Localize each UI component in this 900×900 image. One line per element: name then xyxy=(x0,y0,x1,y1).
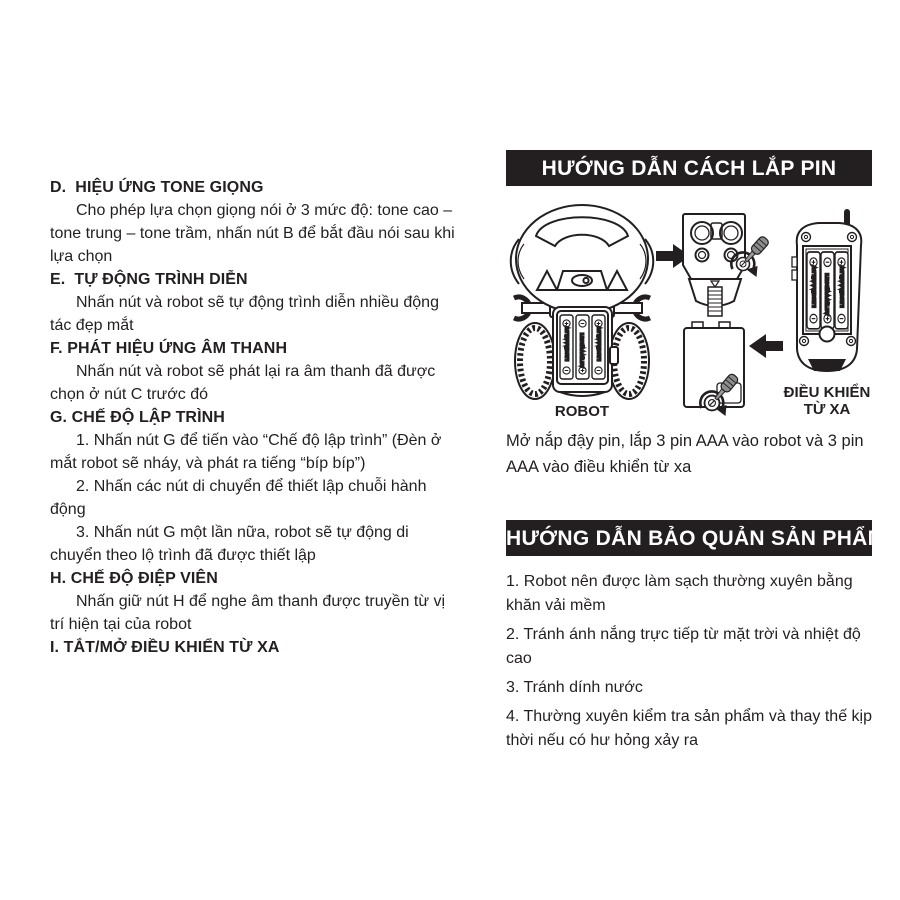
remote-illustration xyxy=(792,212,861,371)
arrow-left-icon xyxy=(749,334,783,358)
battery-installation-diagram: LR03/AAA/1.5V ROBOT ĐIỀU KHIỂN TỪ XA xyxy=(506,200,872,422)
battery-guide-header: HƯỚNG DẪN CÁCH LẮP PIN xyxy=(506,150,872,186)
battery-guide-section xyxy=(506,150,886,758)
care-guide-list xyxy=(506,570,872,753)
robot-label: ROBOT xyxy=(554,403,610,420)
function-section-paragraph: Nhấn giữ nút H để nghe âm thanh được truyền từ vị trí hiện tại của robot xyxy=(50,593,446,633)
function-section xyxy=(50,268,460,337)
care-guide-item: 3. Tránh dính nước xyxy=(506,679,643,696)
care-guide-item: 4. Thường xuyên kiểm tra sản phẩm và thay thế kịp thời nếu có hư hỏng xảy ra xyxy=(506,708,872,749)
care-guide-item: 1. Robot nên được làm sạch thường xuyên bằng khăn vải mềm xyxy=(506,573,853,614)
remote-label: ĐIỀU KHIỂN xyxy=(783,384,871,401)
function-section xyxy=(50,636,460,659)
function-section-paragraph: Cho phép lựa chọn giọng nói ở 3 mức độ: tone cao – tone trung – tone trầm, nhấn nút B để bắt đầu nói sau khi lựa chọn xyxy=(50,202,455,265)
function-section-heading: E. TỰ ĐỘNG TRÌNH DIỄN xyxy=(50,271,248,288)
function-section-paragraph: Nhấn nút và robot sẽ phát lại ra âm thanh đã được chọn ở nút C trước đó xyxy=(50,363,436,403)
function-section-heading: F. PHÁT HIỆU ỨNG ÂM THANH xyxy=(50,340,288,357)
function-section-paragraph: 3. Nhấn nút G một lần nữa, robot sẽ tự động di chuyển theo lộ trình đã được thiết lập xyxy=(50,524,409,564)
battery-guide-caption: Mở nắp đậy pin, lắp 3 pin AAA vào robot và 3 pin AAA vào điều khiển từ xa xyxy=(506,432,864,476)
function-section xyxy=(50,567,460,636)
function-section-heading: I. TẮT/MỞ ĐIỀU KHIỂN TỪ XA xyxy=(50,639,280,656)
function-section xyxy=(50,406,460,567)
function-section-paragraph: 2. Nhấn các nút di chuyển để thiết lập chuỗi hành động xyxy=(50,478,427,518)
robot-illustration xyxy=(511,205,654,399)
functions-column xyxy=(50,176,460,659)
battery-cover-illustration xyxy=(684,322,744,416)
function-section-heading: H. CHẾ ĐỘ ĐIỆP VIÊN xyxy=(50,570,218,587)
function-section xyxy=(50,176,460,268)
function-section-heading: D. HIỆU ỨNG TONE GIỌNG xyxy=(50,179,264,196)
remote-label: TỪ XA xyxy=(803,401,851,418)
function-section-heading: G. CHẾ ĐỘ LẬP TRÌNH xyxy=(50,409,225,426)
function-section-paragraph: Nhấn nút và robot sẽ tự động trình diễn nhiều động tác đẹp mắt xyxy=(50,294,439,334)
robot-back-panel-illustration xyxy=(683,214,770,316)
care-guide-item: 2. Tránh ánh nắng trực tiếp từ mặt trời và nhiệt độ cao xyxy=(506,626,861,667)
care-guide-header: HƯỚNG DẪN BẢO QUẢN SẢN PHẨM xyxy=(506,520,872,556)
function-section-paragraph: 1. Nhấn nút G để tiến vào “Chế độ lập trình” (Đèn ở mắt robot sẽ nháy, và phát ra tiếng “bíp bíp”) xyxy=(50,432,442,472)
function-section xyxy=(50,337,460,406)
